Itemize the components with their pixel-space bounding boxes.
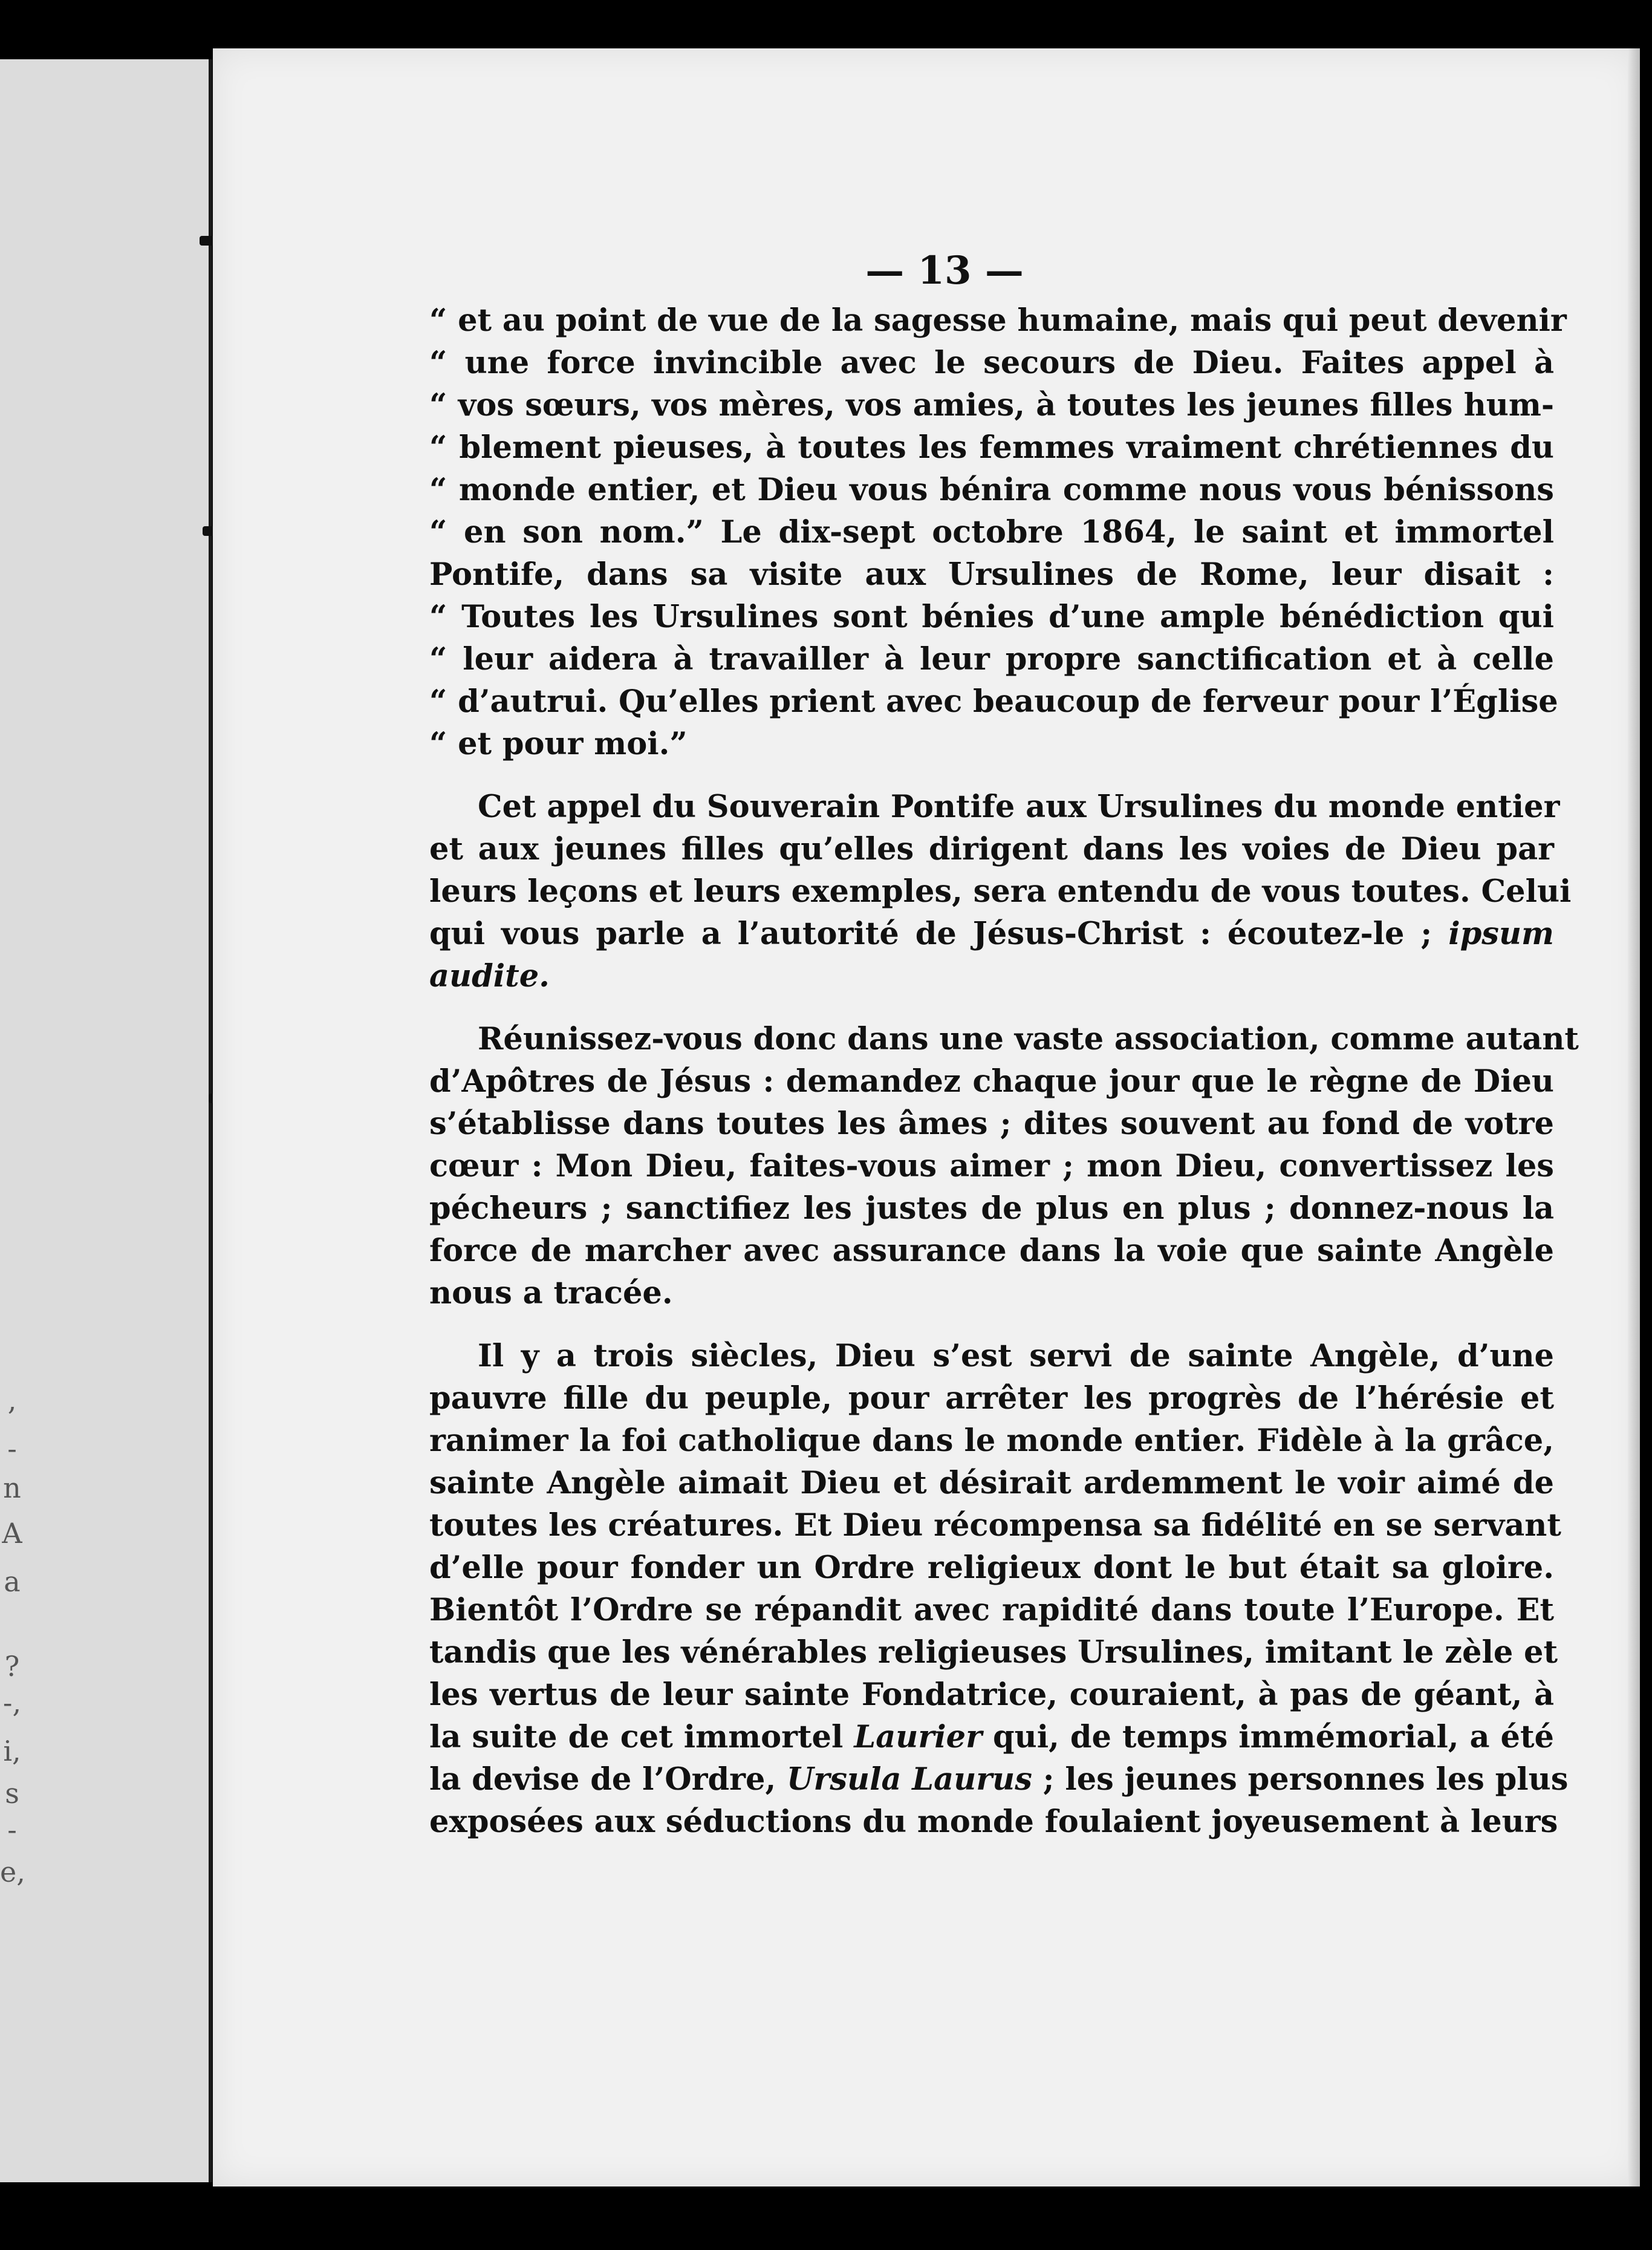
text-line: “ et pour moi.” (429, 726, 688, 762)
text-run: qui, de temps immémorial, a été (992, 1719, 1554, 1755)
paragraph-quote (429, 299, 1567, 765)
bleed-glyph: e, (0, 1856, 25, 1888)
text-line: exposées aux séductions du monde foulaient joyeusement à leurs (429, 1804, 1558, 1840)
bleed-glyph: A (2, 1517, 22, 1550)
text-line: les vertus de leur sainte Fondatrice, couraient, à pas de géant, à (429, 1677, 1554, 1713)
text-run: ; les jeunes personnes les plus (1042, 1761, 1569, 1798)
text-line: leurs leçons et leurs exemples, sera entendu de vous toutes. Celui (429, 873, 1572, 910)
bleed-glyph: - (7, 1432, 17, 1465)
bleed-glyph: n (3, 1472, 21, 1504)
latin-phrase: audite. (429, 958, 550, 994)
paragraph-appel (429, 786, 1572, 997)
text-line: sainte Angèle aimait Dieu et désirait ardemment le voir aimé de (429, 1465, 1554, 1501)
text-line: “ en son nom.” Le dix-sept octobre 1864, le saint et immortel (429, 514, 1554, 550)
text-line: “ une force invincible avec le secours de Dieu. Faites appel à (429, 345, 1554, 381)
page-edge-shadow (1628, 48, 1640, 2186)
latin-phrase: ipsum (1448, 916, 1554, 952)
text-line: Il y a trois siècles, Dieu s’est servi de sainte Angèle, d’une (478, 1338, 1554, 1374)
text-line: Pontife, dans sa visite aux Ursulines de Rome, leur disait : (429, 556, 1554, 593)
page-body (429, 299, 1579, 1843)
page-number: — 13 — (865, 248, 1024, 293)
text-line: nous a tracée. (429, 1275, 673, 1311)
text-line: tandis que les vénérables religieuses Ursulines, imitant le zèle et (429, 1634, 1558, 1671)
text-line: “ Toutes les Ursulines sont bénies d’une ample bénédiction qui (429, 599, 1554, 635)
text-line: “ monde entier, et Dieu vous bénira comme nous vous bénissons (429, 472, 1554, 508)
text-line: d’Apôtres de Jésus : demandez chaque jour que le règne de Dieu (429, 1063, 1554, 1100)
bleed-glyph: a (4, 1565, 21, 1598)
text-run: la suite de cet immortel (429, 1719, 844, 1755)
text-run: qui vous parle a l’autorité de Jésus-Christ : écoutez-le ; (429, 916, 1432, 952)
text-line: toutes les créatures. Et Dieu récompensa sa fidélité en se servant (429, 1507, 1561, 1544)
binding-line (209, 59, 212, 2182)
text-line (429, 1716, 1554, 1758)
text-line: pauvre fille du peuple, pour arrêter les progrès de l’hérésie et (429, 1380, 1554, 1417)
text-line (429, 955, 1554, 997)
bleed-glyph: , (7, 1384, 17, 1417)
bleed-glyph: - (7, 1813, 17, 1846)
text-line: Cet appel du Souverain Pontife aux Ursulines du monde entier (478, 789, 1560, 825)
text-line: Réunissez-vous donc dans une vaste association, comme autant (478, 1021, 1579, 1057)
book-page (213, 48, 1640, 2186)
text-line: force de marcher avec assurance dans la voie que sainte Angèle (429, 1233, 1554, 1269)
text-line: ranimer la foi catholique dans le monde entier. Fidèle à la grâce, (429, 1423, 1554, 1459)
italic-motto: Ursula Laurus (787, 1761, 1032, 1798)
text-run: la devise de l’Ordre, (429, 1761, 776, 1798)
text-line: pécheurs ; sanctifiez les justes de plus en plus ; donnez-nous la (429, 1190, 1554, 1227)
text-line: d’elle pour fonder un Ordre religieux dont le but était sa gloire. (429, 1550, 1554, 1586)
text-line: s’établisse dans toutes les âmes ; dites souvent au fond de votre (429, 1106, 1554, 1142)
text-line: Bientôt l’Ordre se répandit avec rapidité dans toute l’Europe. Et (429, 1592, 1554, 1628)
paragraph-trois-siecles (429, 1335, 1569, 1843)
italic-word: Laurier (854, 1719, 982, 1755)
bleed-glyph: -, (2, 1686, 22, 1719)
text-line: “ leur aidera à travailler à leur propre sanctification et à celle (429, 641, 1554, 677)
text-line (429, 1758, 1569, 1801)
text-line: et aux jeunes filles qu’elles dirigent dans les voies de Dieu par (429, 831, 1554, 867)
text-line: “ et au point de vue de la sagesse humaine, mais qui peut devenir (429, 302, 1567, 339)
bleed-glyph: s (5, 1777, 19, 1810)
text-line: “ blement pieuses, à toutes les femmes vraiment chrétiennes du (429, 429, 1554, 466)
text-line: “ d’autrui. Qu’elles prient avec beaucoup de ferveur pour l’Église (429, 683, 1558, 720)
text-line (429, 913, 1554, 955)
bleed-glyph: i, (3, 1735, 21, 1767)
text-line: “ vos sœurs, vos mères, vos amies, à toutes les jeunes filles hum- (429, 387, 1554, 423)
text-line: cœur : Mon Dieu, faites-vous aimer ; mon Dieu, convertissez les (429, 1148, 1554, 1184)
facing-page-edge (0, 59, 212, 2182)
paragraph-reunissez (429, 1018, 1579, 1314)
bleed-glyph: ? (4, 1650, 20, 1683)
